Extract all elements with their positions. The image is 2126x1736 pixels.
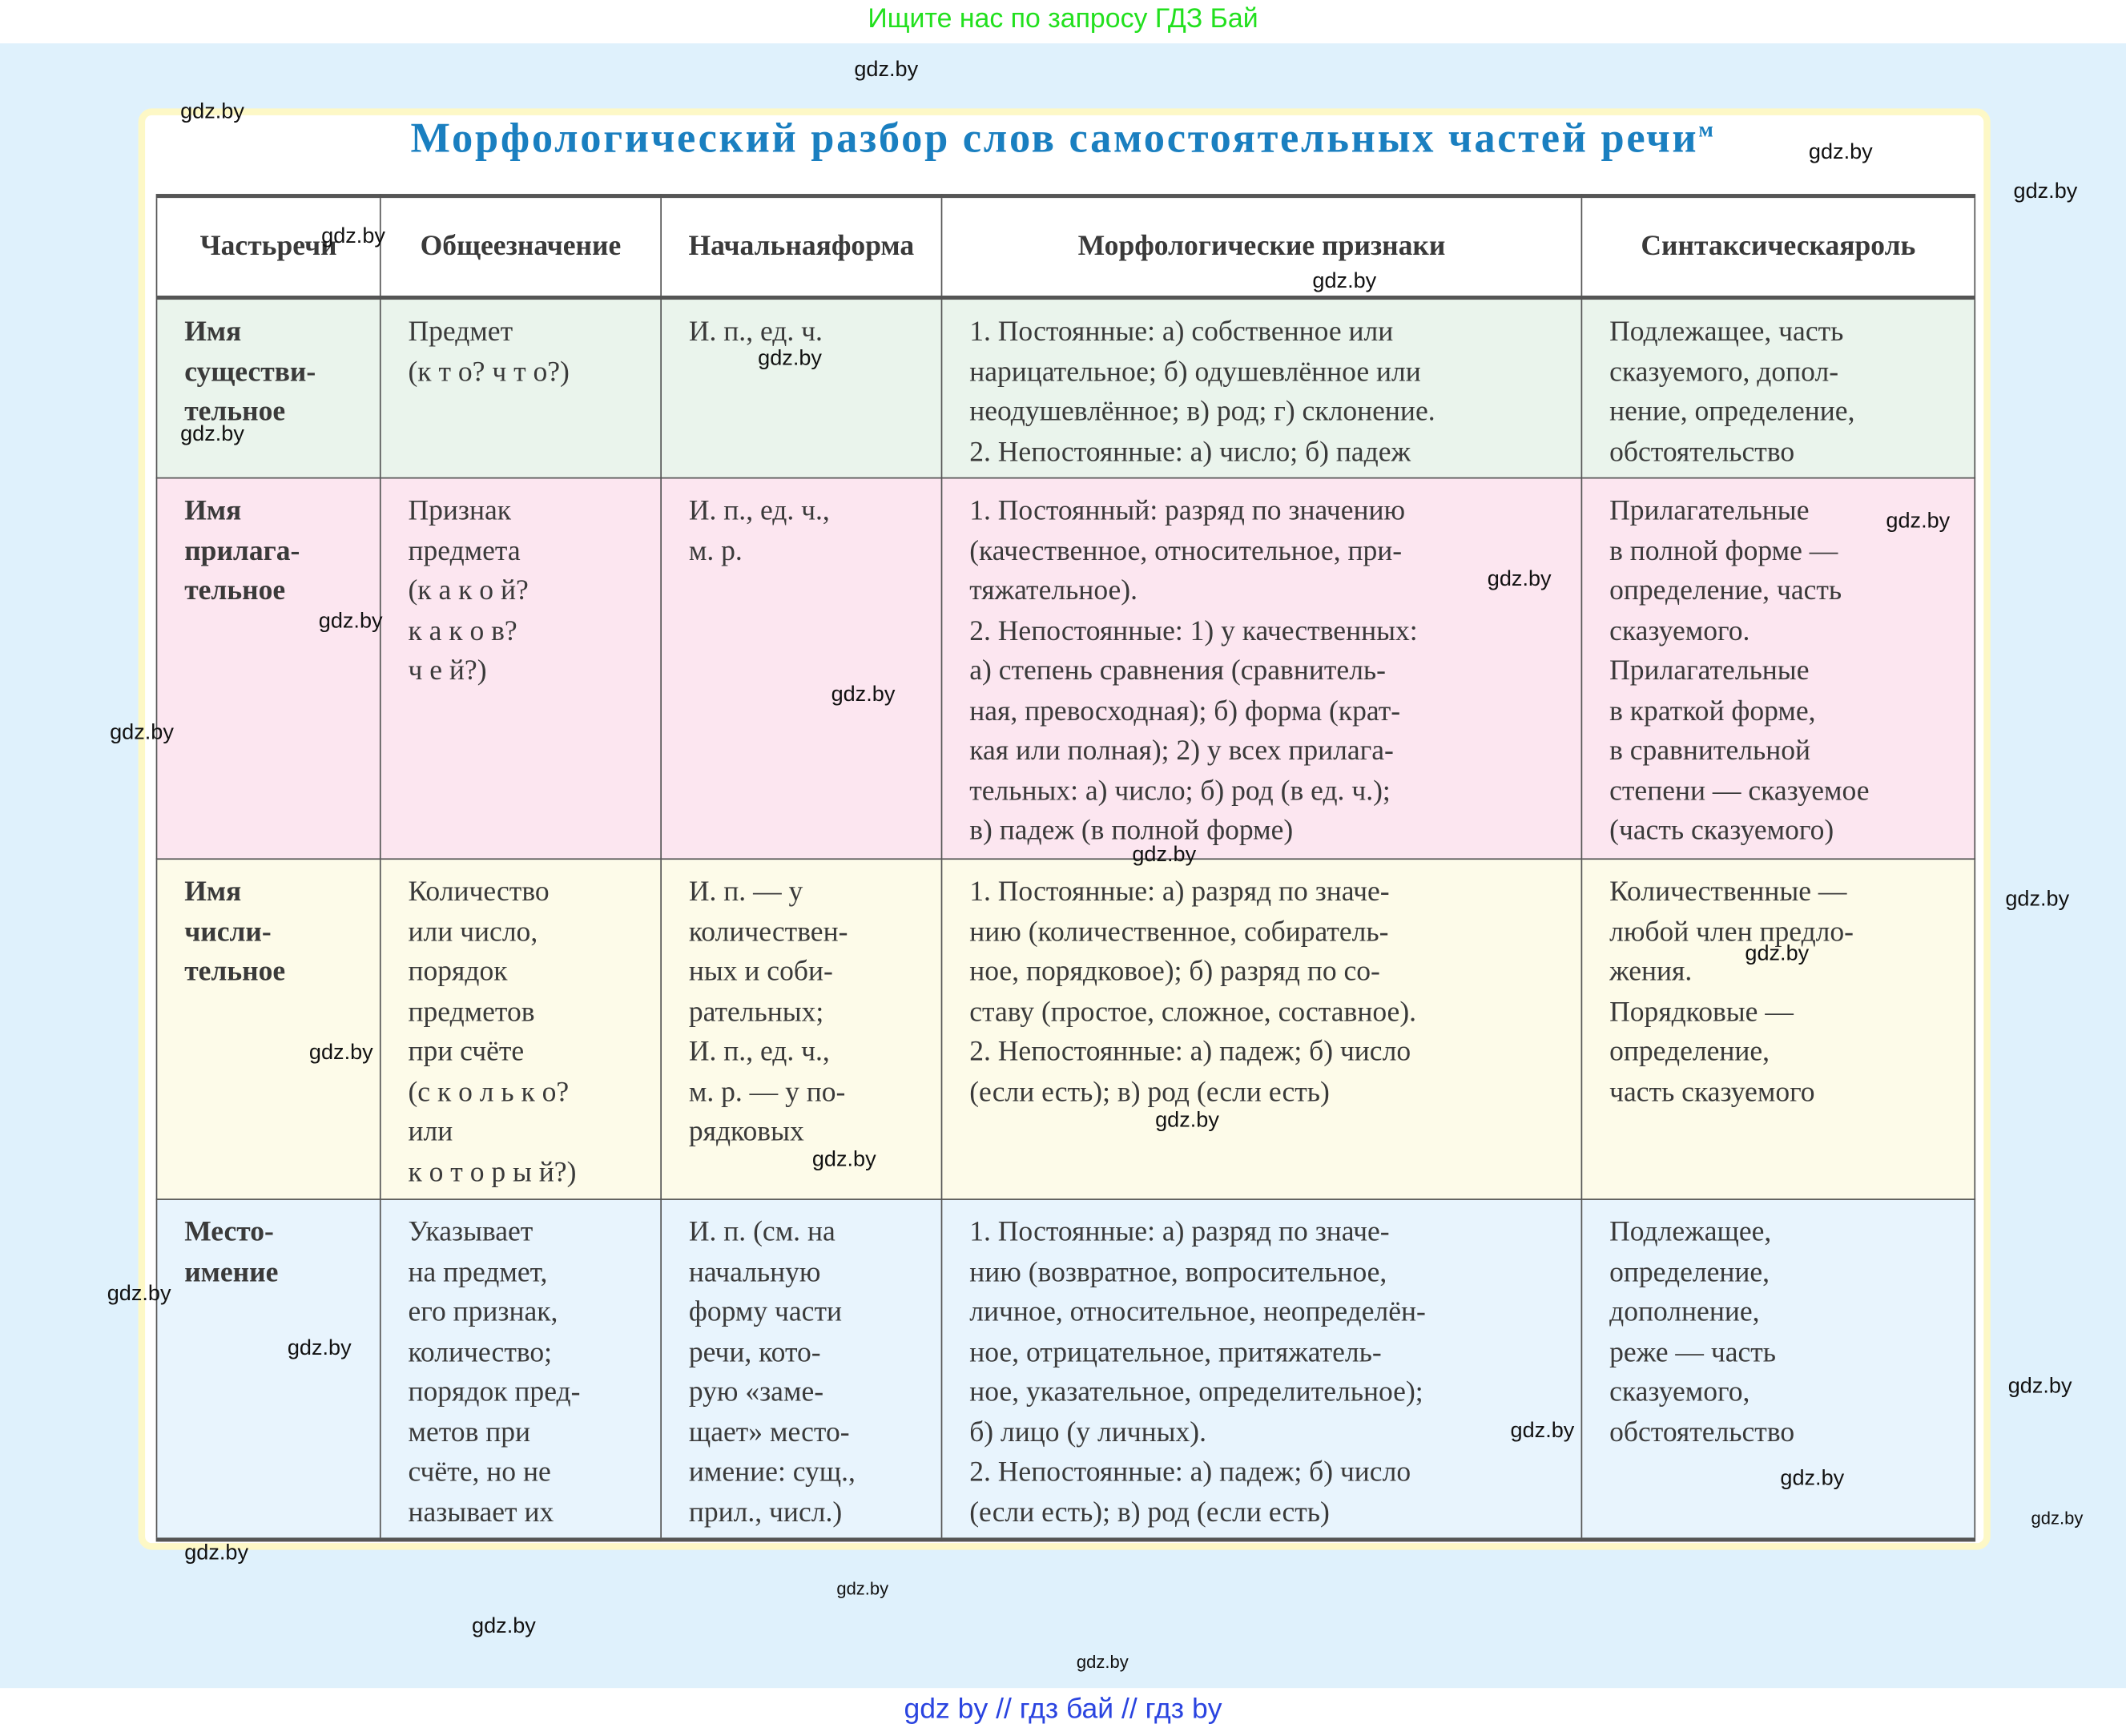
cell-line: 2. Непостоянные: 1) у качественных: xyxy=(969,613,1418,646)
cell-line: 1. Постоянные: а) собственное или xyxy=(969,314,1394,348)
cell-line: имение xyxy=(184,1255,279,1288)
cell-part-of-speech xyxy=(156,1199,380,1540)
cell-line: Подлежащее, xyxy=(1609,1214,1772,1248)
watermark: gdz.by xyxy=(180,100,244,124)
watermark: gdz.by xyxy=(472,1614,536,1638)
cell-line: реже — часть xyxy=(1609,1335,1777,1367)
cell-line: определение, xyxy=(1609,1034,1770,1068)
cell-line: кая или полная); 2) у всех прилага- xyxy=(969,733,1394,767)
cell-line: к о т о р ы й?) xyxy=(408,1154,577,1187)
cell-line: при счёте xyxy=(408,1034,525,1068)
cell-line: имение: сущ., xyxy=(688,1455,856,1488)
watermark: gdz.by xyxy=(110,721,174,745)
cell-line: форма xyxy=(831,229,915,263)
table-row xyxy=(156,478,1975,860)
cell-line: ч е й?) xyxy=(408,653,487,687)
cell-line: И. п. — у xyxy=(688,874,803,908)
watermark: gdz.by xyxy=(1487,568,1552,591)
cell-line: м. р. xyxy=(688,534,743,566)
header-morphological-features xyxy=(942,196,1582,298)
watermark: gdz.by xyxy=(758,347,822,371)
cell-initial-form xyxy=(661,1199,941,1540)
cell-line: Общее xyxy=(420,229,506,263)
watermark: gdz.by xyxy=(107,1283,171,1306)
cell-line: рядковых xyxy=(688,1114,804,1147)
cell-line: или xyxy=(408,1114,453,1147)
cell-line: значение xyxy=(505,229,622,263)
cell-line: Количественные — xyxy=(1609,874,1847,908)
cell-line: прилага- xyxy=(184,534,300,566)
cell-line: часть сказуемого xyxy=(1609,1074,1815,1108)
cell-initial-form xyxy=(661,478,941,860)
cell-line: ная, превосходная); б) форма (крат- xyxy=(969,693,1401,727)
cell-line: Прилагательные xyxy=(1609,493,1810,526)
cell-line: (если есть); в) род (если есть) xyxy=(969,1074,1330,1108)
cell-general-meaning xyxy=(381,478,661,860)
cell-part-of-speech xyxy=(156,298,380,478)
cell-line: тельное xyxy=(184,573,286,606)
cell-line: количество; xyxy=(408,1335,553,1367)
cell-line: речи, кото- xyxy=(688,1335,821,1367)
watermark: gdz.by xyxy=(2031,1508,2084,1529)
cell-line: Имя xyxy=(184,874,242,908)
cell-line: форму части xyxy=(688,1295,843,1328)
morphology-table xyxy=(156,194,1975,1541)
cell-line: сказуемого. xyxy=(1609,613,1750,646)
table-row xyxy=(156,1199,1975,1540)
table-row xyxy=(156,298,1975,478)
cell-line: И. п., ед. ч. xyxy=(688,314,823,348)
watermark: gdz.by xyxy=(1155,1109,1219,1133)
cell-line: на предмет, xyxy=(408,1255,548,1288)
cell-line: любой член предло- xyxy=(1609,914,1854,948)
table-header-row xyxy=(156,196,1975,298)
cell-line: определение, часть xyxy=(1609,573,1842,606)
cell-line: тельное xyxy=(184,394,286,428)
cell-line: тельных: а) число; б) род (в ед. ч.); xyxy=(969,773,1391,807)
cell-line: прил., числ.) xyxy=(688,1495,843,1528)
watermark: gdz.by xyxy=(321,224,385,248)
cell-line: в полной форме — xyxy=(1609,534,1838,566)
watermark: gdz.by xyxy=(2007,1375,2072,1399)
cell-line: в) падеж (в полной форме) xyxy=(969,813,1294,847)
cell-line: количествен- xyxy=(688,914,848,948)
cell-morphological-features xyxy=(942,298,1582,478)
watermark: gdz.by xyxy=(1808,141,1873,164)
cell-line: Морфологические признаки xyxy=(1077,229,1446,263)
cell-line: или число, xyxy=(408,914,538,948)
cell-line: метов при xyxy=(408,1415,531,1448)
cell-line: порядок xyxy=(408,954,508,988)
watermark: gdz.by xyxy=(1510,1420,1575,1443)
cell-line: (к т о? ч т о?) xyxy=(408,354,570,388)
cell-line: к а к о в? xyxy=(408,613,517,646)
cell-line: И. п. (см. на xyxy=(688,1214,836,1248)
cell-line: счёте, но не xyxy=(408,1455,551,1488)
cell-morphological-features xyxy=(942,478,1582,860)
cell-line: обстоятельство xyxy=(1609,434,1795,468)
cell-line: Признак xyxy=(408,493,512,526)
watermark: gdz.by xyxy=(318,610,383,634)
cell-line: предмета xyxy=(408,534,521,566)
watermark: gdz.by xyxy=(831,683,896,707)
cell-line: Имя xyxy=(184,314,242,348)
cell-line: нию (возвратное, вопросительное, xyxy=(969,1255,1387,1288)
watermark: gdz.by xyxy=(1132,843,1197,867)
cell-part-of-speech xyxy=(156,859,380,1199)
cell-line: рую «заме- xyxy=(688,1375,824,1408)
cell-line: а) степень сравнения (сравнитель- xyxy=(969,653,1386,687)
cell-line: б) лицо (у личных). xyxy=(969,1415,1206,1448)
cell-initial-form xyxy=(661,298,941,478)
cell-line: Часть xyxy=(199,229,277,263)
cell-line: Начальная xyxy=(688,229,831,263)
cell-line: ных и соби- xyxy=(688,954,833,988)
cell-line: порядок пред- xyxy=(408,1375,581,1408)
watermark: gdz.by xyxy=(180,423,244,446)
watermark: gdz.by xyxy=(854,58,919,82)
cell-line: начальную xyxy=(688,1255,821,1288)
cell-line: нение, определение, xyxy=(1609,394,1855,428)
cell-line: И. п., ед. ч., xyxy=(688,493,830,526)
cell-line: в краткой форме, xyxy=(1609,693,1816,727)
cell-line: м. р. — у по- xyxy=(688,1074,846,1108)
cell-line: 1. Постоянные: а) разряд по значе- xyxy=(969,1214,1390,1248)
cell-syntactic-role xyxy=(1581,298,1975,478)
cell-line: рательных; xyxy=(688,994,824,1028)
watermark: gdz.by xyxy=(1745,942,1810,966)
watermark: gdz.by xyxy=(811,1148,876,1172)
cell-line: неодушевлённое; в) род; г) склонение. xyxy=(969,394,1435,428)
cell-line: 2. Непостоянные: а) падеж; б) число xyxy=(969,1034,1411,1068)
cell-line: 1. Постоянные: а) разряд по значе- xyxy=(969,874,1390,908)
cell-general-meaning xyxy=(381,1199,661,1540)
cell-syntactic-role xyxy=(1581,859,1975,1199)
cell-line: Имя xyxy=(184,493,242,526)
table-row xyxy=(156,859,1975,1199)
cell-general-meaning xyxy=(381,298,661,478)
watermark: gdz.by xyxy=(1076,1651,1129,1672)
cell-line: степени — сказуемое xyxy=(1609,773,1870,807)
cell-line: Предмет xyxy=(408,314,513,348)
cell-general-meaning xyxy=(381,859,661,1199)
cell-line: 2. Непостоянные: а) падеж; б) число xyxy=(969,1455,1411,1488)
cell-morphological-features xyxy=(942,859,1582,1199)
watermark: gdz.by xyxy=(1312,269,1377,293)
title-mark: м xyxy=(1698,119,1716,143)
cell-syntactic-role xyxy=(1581,1199,1975,1540)
title-text: Морфологический разбор слов самостоятельных частей речи xyxy=(410,114,1699,162)
header-syntactic-role xyxy=(1581,196,1975,298)
cell-line: называет их xyxy=(408,1495,554,1528)
cell-line: обстоятельство xyxy=(1609,1415,1795,1448)
cell-line: определение, xyxy=(1609,1255,1770,1288)
watermark: gdz.by xyxy=(184,1541,248,1565)
cell-line: (с к о л ь к о? xyxy=(408,1074,570,1108)
cell-line: Подлежащее, часть xyxy=(1609,314,1844,348)
cell-line: Количество xyxy=(408,874,550,908)
cell-line: Место- xyxy=(184,1214,274,1248)
cell-line: речи xyxy=(276,229,337,263)
watermark: gdz.by xyxy=(1886,510,1951,534)
cell-part-of-speech xyxy=(156,478,380,860)
cell-line: предметов xyxy=(408,994,535,1028)
cell-initial-form xyxy=(661,859,941,1199)
cell-line: жения. xyxy=(1609,954,1693,988)
cell-morphological-features xyxy=(942,1199,1582,1540)
cell-line: щает» место- xyxy=(688,1415,850,1448)
cell-line: нарицательное; б) одушевлённое или xyxy=(969,354,1421,388)
cell-line: тельное xyxy=(184,954,286,988)
cell-line: Синтаксическая xyxy=(1641,229,1855,263)
cell-line: сказуемого, допол- xyxy=(1609,354,1839,388)
cell-line: (к а к о й? xyxy=(408,573,529,606)
cell-line: (качественное, относительное, при- xyxy=(969,534,1403,566)
header-general-meaning xyxy=(381,196,661,298)
top-banner[interactable]: Ищите нас по запросу ГДЗ Бай xyxy=(0,0,2126,43)
cell-line: 2. Непостоянные: а) число; б) падеж xyxy=(969,434,1411,468)
cell-line: роль xyxy=(1854,229,1916,263)
cell-line: числи- xyxy=(184,914,272,948)
cell-line: (часть сказуемого) xyxy=(1609,813,1834,847)
cell-line: ное, указательное, определительное); xyxy=(969,1375,1423,1408)
cell-line: его признак, xyxy=(408,1295,558,1328)
cell-line: И. п., ед. ч., xyxy=(688,1034,830,1068)
watermark: gdz.by xyxy=(2013,180,2078,203)
cell-line: Прилагательные xyxy=(1609,653,1810,687)
page-title xyxy=(0,114,2126,163)
cell-line: Указывает xyxy=(408,1214,534,1248)
cell-line: в сравнительной xyxy=(1609,733,1811,767)
cell-line: личное, относительное, неопределён- xyxy=(969,1295,1426,1328)
cell-line: тяжательное). xyxy=(969,573,1138,606)
watermark: gdz.by xyxy=(836,1578,889,1599)
cell-line: сказуемого, xyxy=(1609,1375,1750,1408)
cell-line: существи- xyxy=(184,354,316,388)
bottom-banner[interactable]: gdz by // гдз бай // гдз by xyxy=(0,1688,2126,1735)
watermark: gdz.by xyxy=(308,1041,373,1065)
header-initial-form xyxy=(661,196,941,298)
cell-line: Порядковые — xyxy=(1609,994,1794,1028)
cell-line: нию (количественное, собиратель- xyxy=(969,914,1389,948)
cell-syntactic-role xyxy=(1581,478,1975,860)
cell-line: ное, отрицательное, притяжатель- xyxy=(969,1335,1382,1367)
watermark: gdz.by xyxy=(1780,1467,1845,1491)
cell-line: ставу (простое, сложное, составное). xyxy=(969,994,1417,1028)
cell-line: ное, порядковое); б) разряд по со- xyxy=(969,954,1380,988)
cell-line: дополнение, xyxy=(1609,1295,1760,1328)
cell-line: 1. Постоянный: разряд по значению xyxy=(969,493,1406,526)
cell-line: (если есть); в) род (если есть) xyxy=(969,1495,1330,1528)
watermark: gdz.by xyxy=(287,1336,352,1360)
watermark: gdz.by xyxy=(2005,888,2070,912)
